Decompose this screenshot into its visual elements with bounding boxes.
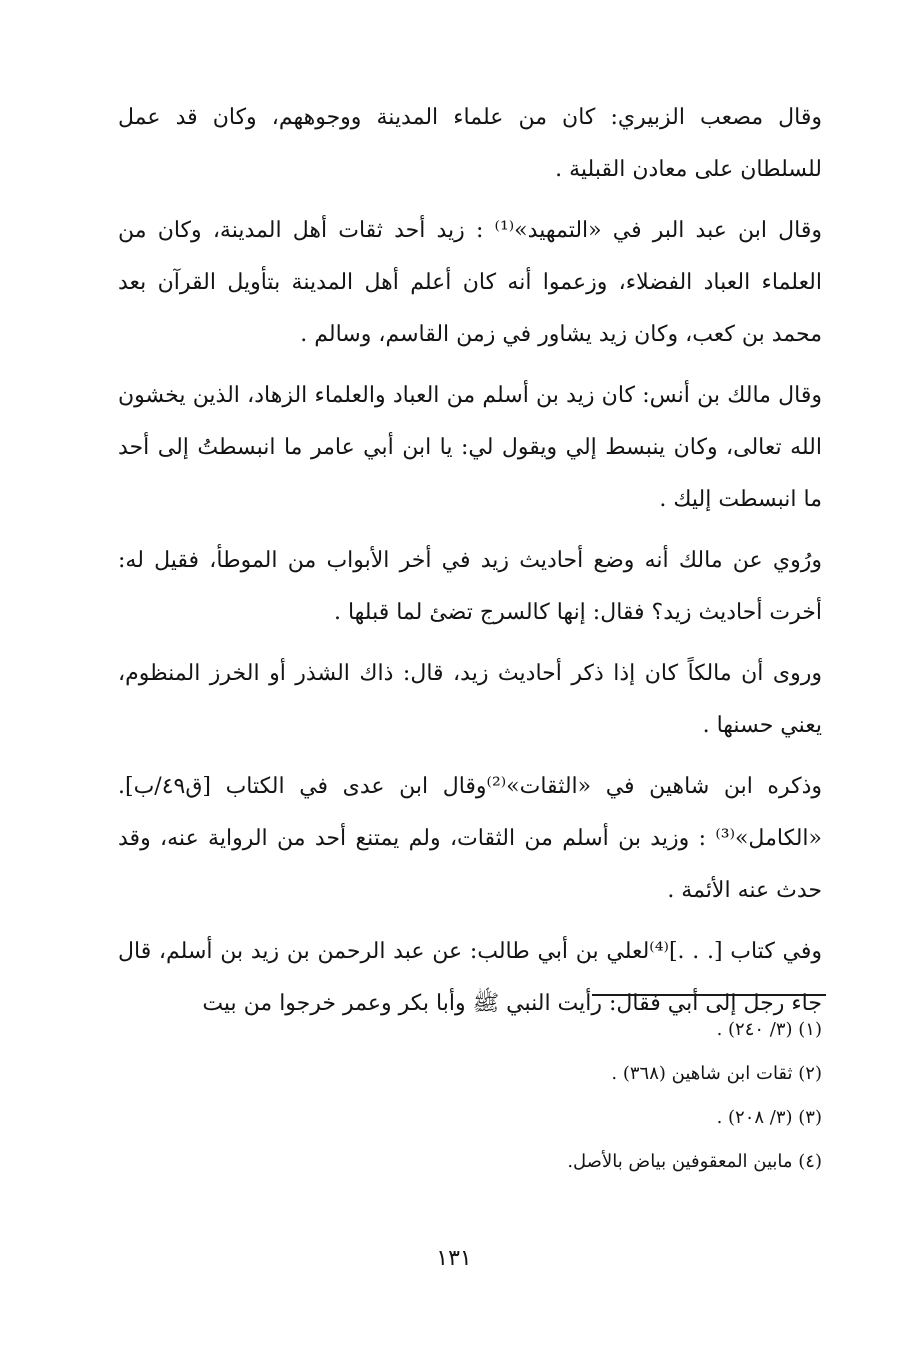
footnote-4: (٤) مابين المعقوفين بياض بالأصل. [567, 1151, 822, 1172]
footnote-divider [592, 994, 826, 996]
footnotes [300, 1008, 822, 1184]
paragraph-5: وروى أن مالكاً كان إذا ذكر أحاديث زيد، قال: ذاك الشذر أو الخرز المنظوم، يعني حسنها . [118, 661, 822, 738]
paragraph-7: وفي كتاب [. . .]⁽⁴⁾لعلي بن أبي طالب: عن عبد الرحمن بن زيد بن أسلم، قال جاء رجل إلى أبي فقال: رأيت النبي ﷺ وأبا بكر وعمر خرجوا من بيت [118, 939, 823, 1016]
paragraph-6: وذكره ابن شاهين في «الثقات»⁽²⁾وقال ابن عدى في الكتاب [ق٤٩/ب]. «الكامل»⁽³⁾ : وزيد بن أسلم من الثقات، ولم يمتنع أحد من الرواية عنه، وقد حدث عنه الأئمة . [118, 774, 822, 903]
footnote-2: (٢) ثقات ابن شاهين (٣٦٨) . [611, 1063, 822, 1084]
page-number: ١٣١ [436, 1246, 472, 1271]
paragraph-2: وقال ابن عبد البر في «التمهيد»⁽¹⁾ : زيد أحد ثقات أهل المدينة، وكان من العلماء العباد الفضلاء، وزعموا أنه كان أعلم أهل المدينة بتأويل القرآن بعد محمد بن كعب، وكان زيد يشاور في زمن القاسم، وسالم . [118, 218, 822, 347]
main-text [118, 92, 822, 1039]
footnote-1: (١) (٣/ ٢٤٠) . [716, 1019, 822, 1040]
paragraph-4: ورُوي عن مالك أنه وضع أحاديث زيد في أخر الأبواب من الموطأ، فقيل له: أخرت أحاديث زيد؟ فقال: إنها كالسرج تضئ لما قبلها . [118, 548, 822, 625]
paragraph-3: وقال مالك بن أنس: كان زيد بن أسلم من العباد والعلماء الزهاد، الذين يخشون الله تعالى، وكان ينبسط إلي ويقول لي: يا ابن أبي عامر ما انبسطتُ إلى أحد ما انبسطت إليك . [118, 383, 822, 512]
footnote-3: (٣) (٣/ ٢٠٨) . [716, 1107, 822, 1128]
paragraph-1: وقال مصعب الزبيري: كان من علماء المدينة ووجوههم، وكان قد عمل للسلطان على معادن القبلية . [118, 105, 822, 182]
